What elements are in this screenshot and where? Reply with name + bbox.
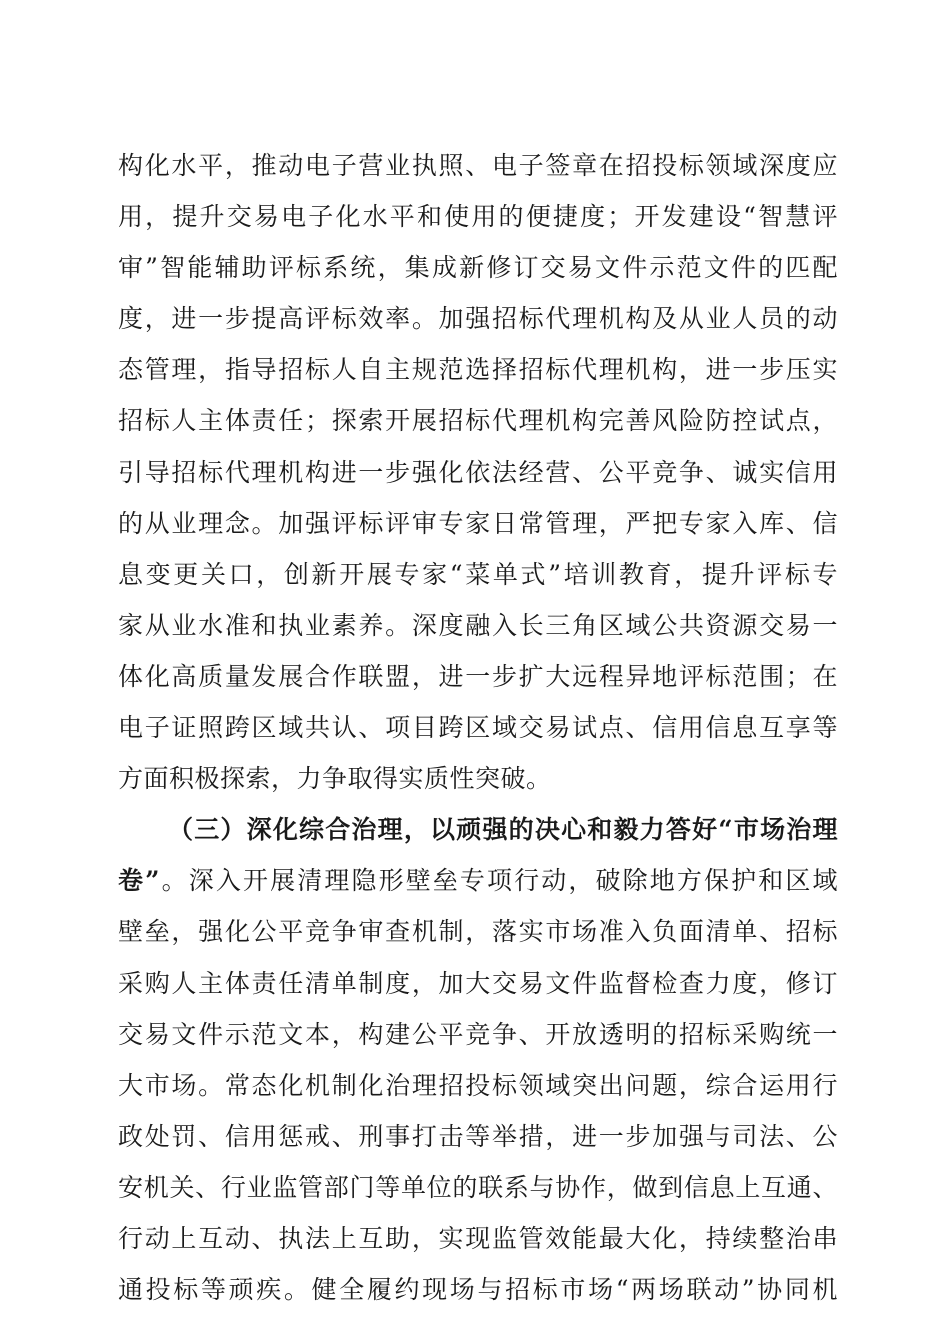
text-run: 。深入开展清理隐形壁垒专项行动，破除地方保护和区域 bbox=[160, 866, 838, 896]
text-line: 审”智能辅助评标系统，集成新修订交易文件示范文件的匹配 bbox=[118, 253, 838, 283]
text-line: 大市场。常态化机制化治理招投标领域突出问题，综合运用行 bbox=[118, 1070, 838, 1100]
text-line: 政处罚、信用惩戒、刑事打击等举措，进一步加强与司法、公 bbox=[118, 1121, 838, 1151]
text-line: 行动上互动、执法上互助，实现监管效能最大化，持续整治串 bbox=[118, 1223, 838, 1253]
text-line: 用，提升交易电子化水平和使用的便捷度；开发建设“智慧评 bbox=[118, 202, 838, 232]
text-line: 态管理，指导招标人自主规范选择招标代理机构，进一步压实 bbox=[118, 355, 838, 385]
paragraph-1 bbox=[118, 140, 838, 804]
text-line: 家从业水准和执业素养。深度融入长三角区域公共资源交易一 bbox=[118, 610, 838, 640]
text-line: 引导招标代理机构进一步强化依法经营、公平竞争、诚实信用 bbox=[118, 457, 838, 487]
text-line: 招标人主体责任；探索开展招标代理机构完善风险防控试点， bbox=[118, 406, 838, 436]
text-line: 安机关、行业监管部门等单位的联系与协作，做到信息上互通、 bbox=[118, 1172, 838, 1202]
body-text bbox=[118, 140, 838, 1315]
text-line: 通投标等顽疾。健全履约现场与招标市场“两场联动”协同机 bbox=[118, 1275, 838, 1305]
text-line bbox=[118, 855, 838, 906]
section-heading: （三）深化综合治理，以顽强的决心和毅力答好“市场治理 bbox=[168, 815, 838, 845]
text-line: 息变更关口，创新开展专家“菜单式”培训教育，提升评标专 bbox=[118, 559, 838, 589]
section-heading-end: 卷” bbox=[118, 866, 160, 896]
text-line: 体化高质量发展合作联盟，进一步扩大远程异地评标范围；在 bbox=[118, 661, 838, 691]
text-line: 交易文件示范文本，构建公平竞争、开放透明的招标采购统一 bbox=[118, 1019, 838, 1049]
paragraph-2 bbox=[118, 804, 838, 1315]
text-line: 度，进一步提高评标效率。加强招标代理机构及从业人员的动 bbox=[118, 304, 838, 334]
text-line: 电子证照跨区域共认、项目跨区域交易试点、信用信息互享等 bbox=[118, 713, 838, 743]
text-line: 构化水平，推动电子营业执照、电子签章在招投标领域深度应 bbox=[118, 151, 838, 180]
text-line: 方面积极探索，力争取得实质性突破。 bbox=[118, 764, 552, 794]
text-line: 采购人主体责任清单制度，加大交易文件监督检查力度，修订 bbox=[118, 968, 838, 998]
text-line: 壁垒，强化公平竞争审查机制，落实市场准入负面清单、招标 bbox=[118, 917, 838, 947]
text-line: 的从业理念。加强评标评审专家日常管理，严把专家入库、信 bbox=[118, 508, 838, 538]
